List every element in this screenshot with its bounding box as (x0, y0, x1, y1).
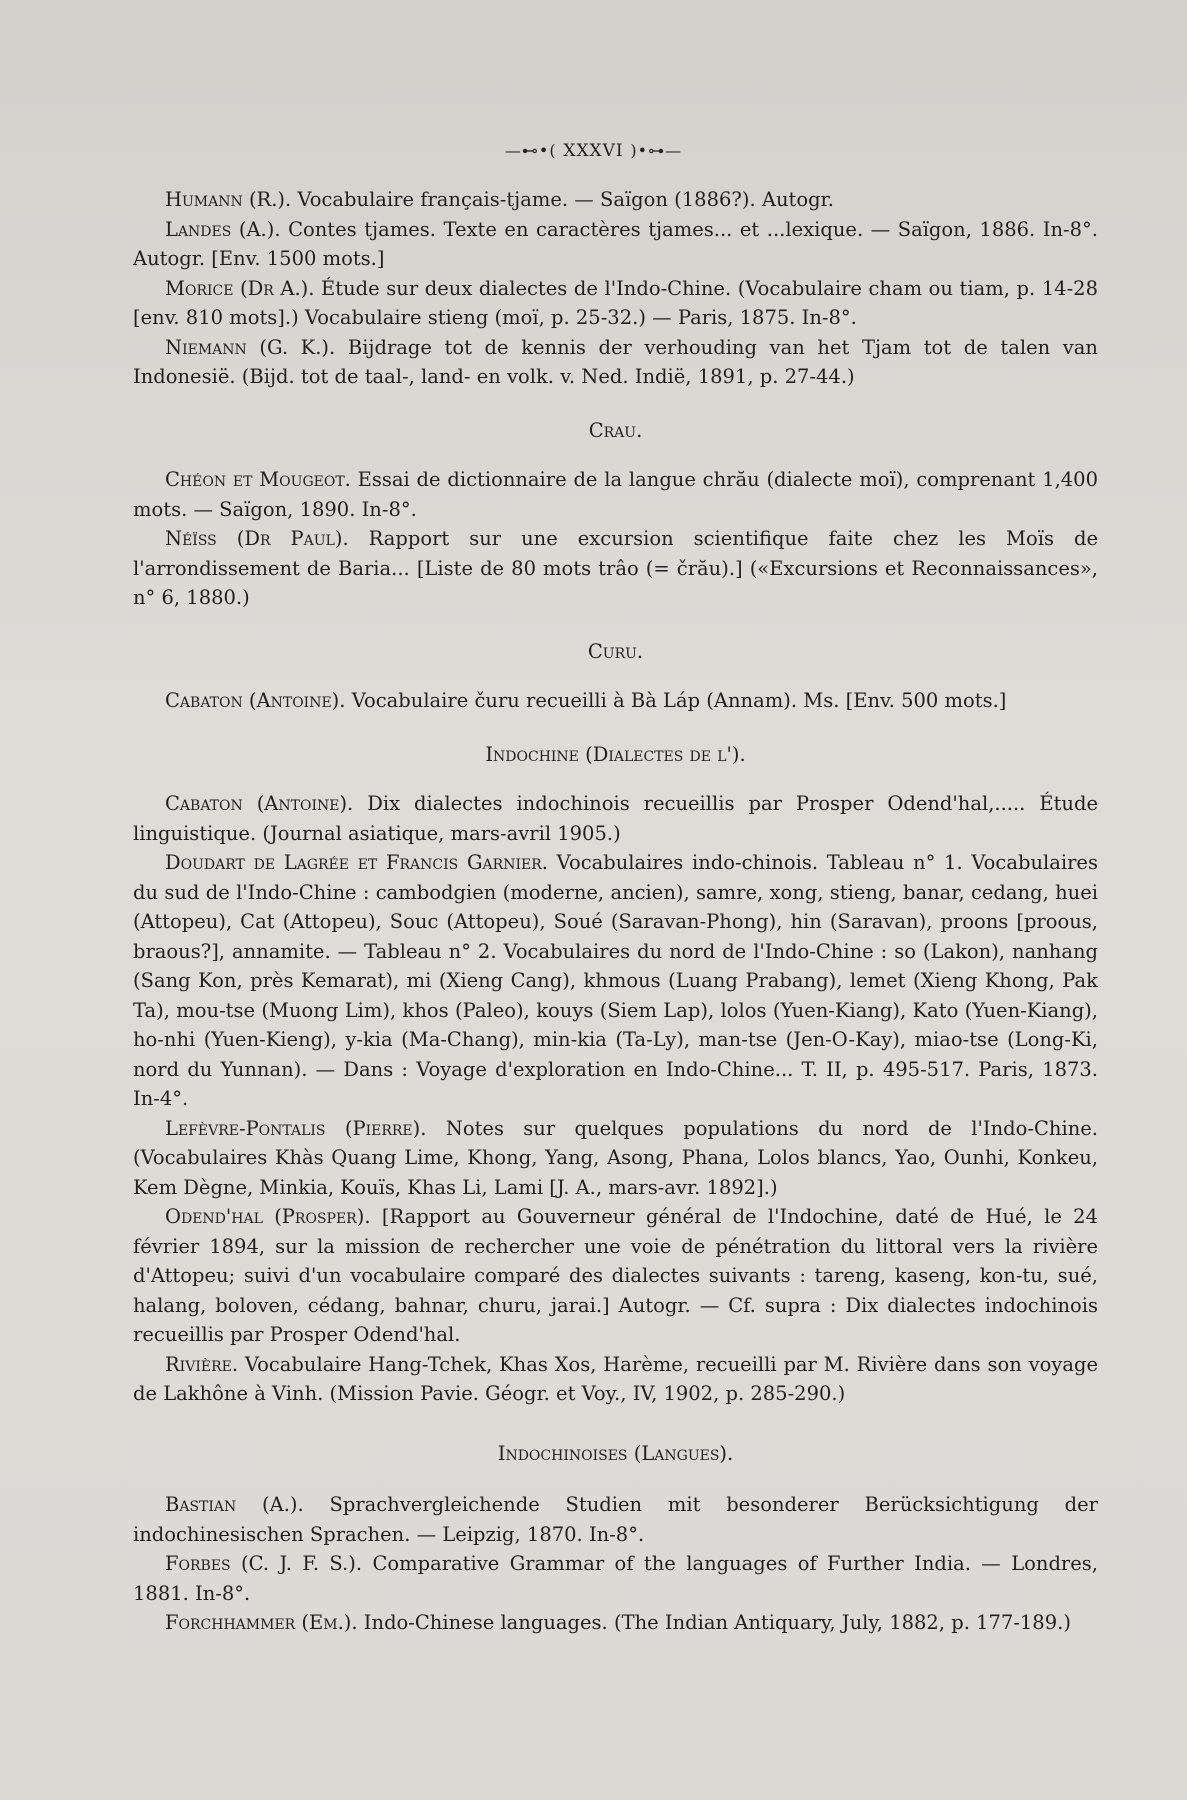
bibliography-entry (133, 1490, 1098, 1549)
section-heading-indochine: Indochine (Dialectes de l'). (485, 742, 746, 766)
entry-text: Vocabulaire Hang-Tchek, Khas Xos, Harème, recueilli par M. Rivière dans son voyage de Lakhône à Vinh. (Mission Pavie. Géogr. et Voy., IV, 1902, p. 285-290.) (133, 1352, 1098, 1405)
entry-text: Dix dialectes indochinois recueillis par Prosper Odend'hal,..... Étude linguistique. (Journal asiatique, mars-avril 1905.) (133, 792, 1098, 845)
bibliography-entry (133, 789, 1098, 848)
bibliography-entry (133, 465, 1098, 524)
entry-author: Cabaton (Antoine). (165, 792, 354, 815)
bibliography-entry (133, 274, 1098, 333)
bibliography-entry (133, 1114, 1098, 1203)
entry-text: Rapport sur une excursion scientifique faite chez les Moïs de l'arrondissement de Baria... [Liste de 80 mots trâo (= črău).] («Excursions et Reconnaissances», n° 6, 1880.) (133, 527, 1098, 609)
section-heading-crau: Crau. (588, 418, 643, 442)
entry-author: Morice (Dr A.). (165, 276, 315, 300)
page-number: XXXVI (563, 141, 624, 161)
bibliography-entry (133, 1549, 1098, 1608)
entry-author: Rivière. (165, 1352, 239, 1376)
entry-author: Niemann (G. K.). (165, 335, 336, 359)
entry-text: Étude sur deux dialectes de l'Indo-Chine. (Vocabulaire cham ou tiam, p. 14-28 [env. 810 mots].) Vocabulaire stieng (moï, p. 25-32.) — Paris, 1875. In-8°. (133, 276, 1098, 329)
entry-author: Bastian (A.). (165, 1493, 304, 1516)
bibliography-entry (133, 333, 1098, 392)
entry-text: Vocabulaires indo-chinois. Tableau n° 1. Vocabulaires du sud de l'Indo-Chine : cambodgien (moderne, ancien), samre, xong, stieng, banar, cedang, huei (Attopeu), Cat (Attopeu), Souc (Attopeu), Soué (Saravan-Phong), hin (Saravan), proons [proous, braous?], annamite. — Tableau n° 2. Vocabulaires du nord de l'Indo-Chine : so (Lakon), nanhang (Sang Kon, près Kemarat), mi (Xieng Cang), khmous (Luang Prabang), lemet (Xieng Khong, Pak Ta), mou-tse (Muong Lim), khos (Paleo), kouys (Siem Lap), lolos (Yuen-Kiang), Kato (Yuen-Kiang), ho-nhi (Yuen-Kieng), y-kia (Ma-Chang), min-kia (Ta-Ly), man-tse (Jen-O-Kay), miao-tse (Long-Ki, nord du Yunnan). — Dans : Voyage d'exploration en Indo-Chine... T. II, p. 495-517. Paris, 1873. In-4°. (133, 851, 1098, 1110)
entry-text: Vocabulaire français-tjame. — Saïgon (1886?). Autogr. (291, 188, 834, 211)
header-ornament-left: —⊷•( (504, 141, 557, 160)
entry-text: Indo-Chinese languages. (The Indian Antiquary, July, 1882, p. 177-189.) (357, 1611, 1071, 1634)
entry-author: Forbes (C. J. F. S.). (165, 1552, 363, 1575)
bibliography-entry (133, 524, 1098, 613)
section-heading-curu: Curu. (587, 639, 644, 663)
entry-text: Comparative Grammar of the languages of Further India. — Londres, 1881. In-8°. (133, 1552, 1098, 1605)
bibliography-entry (133, 215, 1098, 274)
bibliography-entry (133, 686, 1098, 716)
entry-author: Néïss (Dr Paul). (165, 527, 349, 550)
section-heading-indochinoises: Indochinoises (Langues). (497, 1441, 734, 1465)
header-ornament-right: )•⊶— (630, 141, 683, 160)
entry-text: [Rapport au Gouverneur général de l'Indochine, daté de Hué, le 24 février 1894, sur la mission de rechercher une voie de pénétration du littoral vers la rivière d'Attopeu; suivi d'un vocabulaire comparé des dialectes suivants : tareng, kaseng, kon-tu, sué, halang, boloven, cédang, bahnar, churu, jarai.] Autogr. — Cf. supra : Dix dialectes indochinois recueillis par Prosper Odend'hal. (133, 1205, 1098, 1346)
entry-author: Doudart de Lagrée et Francis Garnier. (165, 851, 548, 874)
entry-text: Notes sur quelques populations du nord de l'Indo-Chine. (Vocabulaires Khàs Quang Lime, Khong, Yang, Asong, Phana, Lolos blancs, Yao, Ounhi, Konkeu, Kem Dègne, Minkia, Kouïs, Khas Li, Lami [J. A., mars-avr. 1892].) (133, 1116, 1098, 1199)
entry-author: Humann (R.). (165, 188, 292, 211)
entry-text: Essai de dictionnaire de la langue chrău (dialecte moï), comprenant 1,400 mots. — Saïgon, 1890. In-8°. (133, 468, 1098, 521)
entry-text: Sprachvergleichende Studien mit besonderer Berücksichtigung der indochinesischen Sprachen. — Leipzig, 1870. In-8°. (133, 1493, 1098, 1546)
bibliography-entry (133, 848, 1098, 1114)
bibliography-entry (133, 1350, 1098, 1409)
entry-text: Bijdrage tot de kennis der verhouding van het Tjam tot de talen van Indonesië. (Bijd. tot de taal-, land- en volk. v. Ned. Indië, 1891, p. 27-44.) (133, 335, 1098, 388)
entry-author: Lefèvre-Pontalis (Pierre). (165, 1116, 427, 1140)
entry-author: Chéon et Mougeot. (165, 468, 351, 491)
page-header (0, 140, 1187, 161)
entry-author: Landes (A.). (165, 217, 281, 241)
entry-author: Odend'hal (Prosper). (165, 1205, 371, 1228)
entry-author: Forchhammer (Em.). (165, 1611, 358, 1634)
bibliography-content (133, 185, 1098, 1638)
entry-author: Cabaton (Antoine). (165, 689, 346, 712)
bibliography-entry (133, 185, 1098, 215)
entry-text: Contes tjames. Texte en caractères tjames... et ...lexique. — Saïgon, 1886. In-8°. Autogr. [Env. 1500 mots.] (133, 217, 1098, 270)
entry-text: Vocabulaire čuru recueilli à Bà Láp (Annam). Ms. [Env. 500 mots.] (345, 689, 1007, 712)
bibliography-entry (133, 1202, 1098, 1350)
bibliography-entry (133, 1608, 1098, 1638)
